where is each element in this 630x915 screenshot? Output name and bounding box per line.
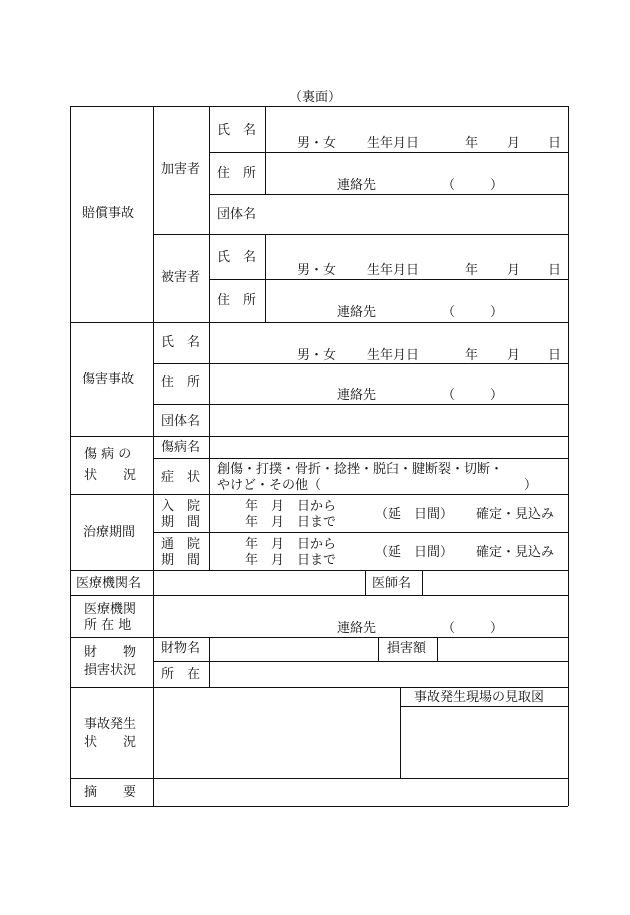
property-label-line1: 財 物	[84, 645, 137, 660]
rule	[209, 494, 210, 570]
damage-amount-field[interactable]	[438, 638, 567, 661]
perpetrator-contact-paren-close: ）	[490, 178, 504, 193]
property-location-label: 所 在	[161, 667, 201, 682]
medical-contact-paren-open: （	[442, 621, 456, 636]
rule	[153, 458, 568, 459]
victim-birth-month: 月	[507, 263, 521, 278]
page-title: （裏面）	[288, 90, 341, 105]
rule	[378, 637, 379, 661]
victim-contact-paren-close: ）	[490, 305, 504, 320]
outpatient-total-days[interactable]: （延 日間）	[375, 545, 454, 560]
rule	[209, 106, 210, 322]
inpatient-label-line2: 期 間	[161, 515, 201, 530]
symptom-other-paren-close: ）	[524, 478, 538, 493]
victim-birth-label: 生年月日	[367, 263, 420, 278]
injury-label: 傷害事故	[82, 372, 135, 387]
damage-amount-label: 損害額	[387, 641, 427, 656]
accident-sketch-area[interactable]	[401, 707, 567, 778]
disease-name-label: 傷病名	[161, 440, 201, 455]
injury-contact-paren-close: ）	[490, 388, 504, 403]
injury-name-field[interactable]	[210, 323, 567, 363]
disease-name-field[interactable]	[210, 437, 567, 458]
inpatient-date-to[interactable]: 年 月 日まで	[245, 515, 337, 530]
victim-name-field[interactable]	[266, 235, 567, 279]
injury-group-label: 団体名	[161, 414, 201, 429]
medical-address-label-line1: 医療機関	[84, 602, 137, 617]
doctor-name-label: 医師名	[372, 576, 412, 591]
victim-address-label: 住 所	[217, 293, 257, 308]
inpatient-label-line1: 入 院	[161, 499, 201, 514]
symptom-options-line2[interactable]: やけど・その他（	[217, 478, 322, 493]
outpatient-label-line1: 通 院	[161, 537, 201, 552]
medical-contact-label: 連絡先	[337, 621, 377, 636]
injury-address-field[interactable]	[210, 364, 567, 404]
summary-field[interactable]	[154, 779, 567, 806]
perpetrator-birth-month: 月	[507, 136, 521, 151]
perpetrator-address-label: 住 所	[217, 166, 257, 181]
doctor-name-field[interactable]	[423, 571, 567, 595]
perpetrator-birth-day: 日	[548, 136, 562, 151]
medical-address-label-line2: 所 在 地	[84, 618, 132, 633]
rule	[70, 494, 568, 495]
inpatient-status[interactable]: 確定・見込み	[476, 507, 555, 522]
injury-address-label: 住 所	[161, 375, 201, 390]
injury-birth-day: 日	[548, 348, 562, 363]
medical-institution-label: 医療機関名	[76, 576, 142, 591]
perpetrator-birth-label: 生年月日	[367, 136, 420, 151]
perpetrator-contact-paren-open: （	[442, 178, 456, 193]
inpatient-total-days[interactable]: （延 日間）	[375, 507, 454, 522]
victim-contact-label: 連絡先	[337, 305, 377, 320]
summary-label: 摘 要	[84, 785, 137, 800]
property-item-label: 財物名	[161, 641, 201, 656]
property-item-field[interactable]	[210, 638, 378, 661]
accident-description-field[interactable]	[154, 688, 400, 778]
property-label-line2: 損害状況	[84, 663, 137, 678]
outpatient-date-from[interactable]: 年 月 日から	[245, 537, 337, 552]
perpetrator-address-field[interactable]	[266, 153, 567, 194]
victim-contact-paren-open: （	[442, 305, 456, 320]
perpetrator-group-field[interactable]	[266, 195, 567, 234]
injury-birth-year: 年	[465, 348, 479, 363]
medical-address-field[interactable]	[154, 596, 567, 637]
medical-contact-paren-close: ）	[490, 621, 504, 636]
injury-contact-label: 連絡先	[337, 388, 377, 403]
rule	[568, 106, 569, 806]
injury-group-field[interactable]	[210, 405, 567, 436]
perpetrator-contact-label: 連絡先	[337, 178, 377, 193]
treatment-label: 治療期間	[83, 525, 136, 540]
perpetrator-gender: 男・女	[297, 136, 337, 151]
victim-birth-day: 日	[548, 263, 562, 278]
rule	[70, 806, 568, 807]
victim-address-field[interactable]	[266, 280, 567, 322]
rule	[153, 532, 568, 533]
inpatient-date-from[interactable]: 年 月 日から	[245, 499, 337, 514]
injury-contact-paren-open: （	[442, 388, 456, 403]
accident-label-line1: 事故発生	[84, 717, 137, 732]
accident-label-line2: 状 況	[84, 735, 137, 750]
rule	[70, 106, 71, 806]
victim-gender: 男・女	[297, 263, 337, 278]
injury-birth-month: 月	[507, 348, 521, 363]
perpetrator-label: 加害者	[161, 162, 201, 177]
outpatient-status[interactable]: 確定・見込み	[476, 545, 555, 560]
symptom-options-line1[interactable]: 創傷・打撲・骨折・捻挫・脱臼・腱断裂・切断・	[217, 462, 504, 477]
perpetrator-name-label: 氏 名	[217, 123, 257, 138]
perpetrator-birth-year: 年	[465, 136, 479, 151]
perpetrator-name-field[interactable]	[266, 107, 567, 152]
rule	[365, 570, 366, 595]
victim-label: 被害者	[161, 270, 201, 285]
condition-label-line1: 傷 病 の	[84, 447, 132, 462]
accident-sketch-label: 事故発生現場の見取図	[414, 690, 545, 705]
compensation-label: 賠償事故	[82, 206, 135, 221]
perpetrator-group-label: 団体名	[217, 207, 257, 222]
symptom-label: 症 状	[161, 470, 201, 485]
victim-birth-year: 年	[465, 263, 479, 278]
injury-gender: 男・女	[297, 348, 337, 363]
medical-institution-field[interactable]	[154, 571, 365, 595]
outpatient-date-to[interactable]: 年 月 日まで	[245, 553, 337, 568]
condition-label-line2: 状 況	[84, 468, 137, 483]
injury-birth-label: 生年月日	[367, 348, 420, 363]
injury-name-label: 氏 名	[161, 335, 201, 350]
outpatient-label-line2: 期 間	[161, 553, 201, 568]
property-location-field[interactable]	[210, 662, 567, 687]
victim-name-label: 氏 名	[217, 250, 257, 265]
